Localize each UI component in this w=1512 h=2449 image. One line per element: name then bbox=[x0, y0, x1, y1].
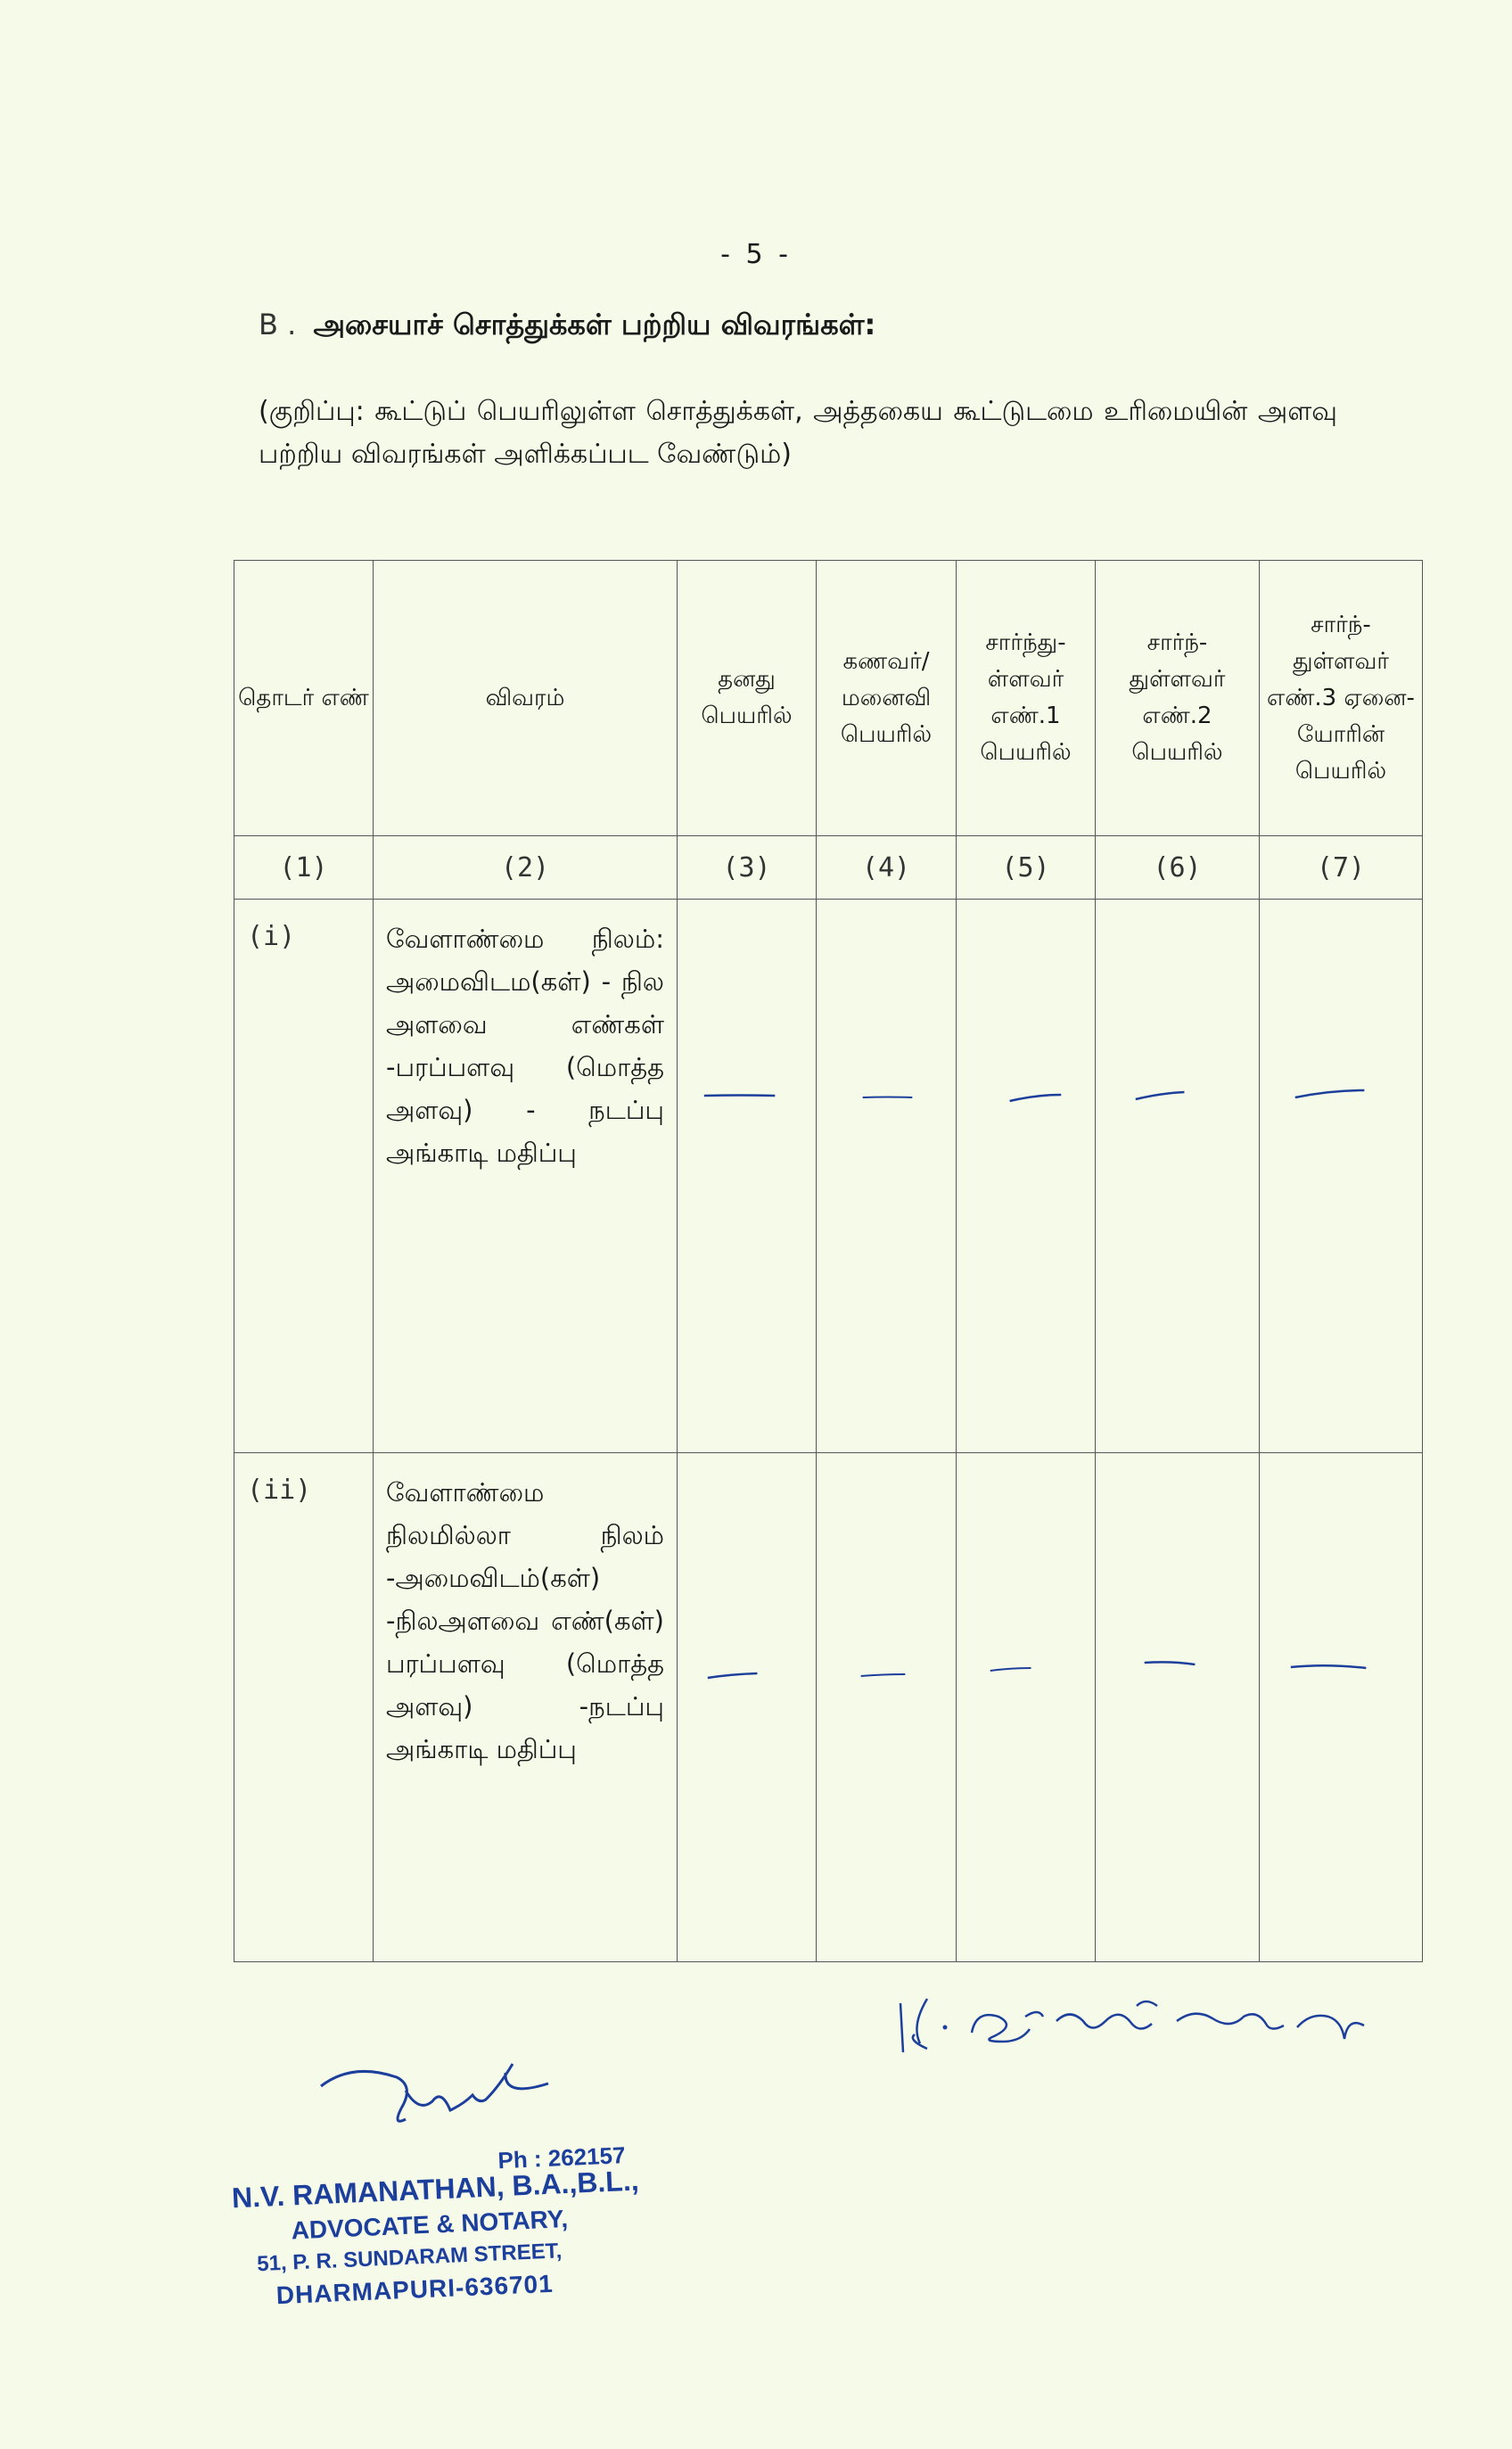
row-number-cell bbox=[234, 1453, 374, 1962]
note-text: (குறிப்பு: கூட்டுப் பெயரிலுள்ள சொத்துக்கள், அத்தகைய கூட்டுடமை உரிமையின் அளவு பற்றிய விவரங்கள் அளிக்கப்பட வேண்டும்) bbox=[259, 396, 1337, 470]
stamp-city: DHARMAPURI-636701 bbox=[275, 2269, 555, 2310]
column-number: (4) bbox=[817, 836, 957, 900]
header-details: விவரம் bbox=[374, 561, 678, 836]
entry-dependent-3 bbox=[1260, 900, 1423, 1453]
row-description: வேளாண்மை நிலம்: அமைவிடம(கள்) - நில அளவை எண்கள் -பரப்பளவு (மொத்த அளவு) - நடப்பு அங்காடி மதிப்பு bbox=[386, 924, 664, 1168]
entry-dependent-1 bbox=[957, 1453, 1096, 1962]
declarant-signature bbox=[892, 1990, 1373, 2061]
header-serial-no: தொடர் எண் bbox=[234, 561, 374, 836]
table-header-row bbox=[234, 561, 1423, 836]
entry-dependent-3 bbox=[1260, 1453, 1423, 1962]
section-letter: B . bbox=[259, 308, 297, 341]
immovable-assets-table bbox=[234, 560, 1423, 1962]
row-number: (ii) bbox=[247, 1475, 312, 1506]
entry-self bbox=[678, 1453, 817, 1962]
column-number: (6) bbox=[1096, 836, 1260, 900]
entry-dependent-1 bbox=[957, 900, 1096, 1453]
header-dependent-2: சார்ந்- துள்ளவர் எண்.2 பெயரில் bbox=[1096, 561, 1260, 836]
column-number: (2) bbox=[374, 836, 678, 900]
table-row-agricultural-land bbox=[234, 900, 1423, 1453]
notary-stamp bbox=[230, 2139, 701, 2329]
page-number: - 5 - bbox=[720, 239, 792, 270]
stamp-address: 51, P. R. SUNDARAM STREET, bbox=[256, 2239, 563, 2277]
stamp-name: N.V. RAMANATHAN, B.A.,B.L., bbox=[231, 2164, 640, 2215]
column-number: (7) bbox=[1260, 836, 1423, 900]
header-dependent-3: சார்ந்- துள்ளவர் எண்.3 ஏனை- யோரின் பெயரில் bbox=[1260, 561, 1423, 836]
notary-signature bbox=[316, 2037, 557, 2135]
column-number-row bbox=[234, 836, 1423, 900]
row-description-cell bbox=[374, 1453, 678, 1962]
table-row-non-agricultural-land bbox=[234, 1453, 1423, 1962]
section-title: அசையாச் சொத்துக்கள் பற்றிய விவரங்கள்: bbox=[313, 308, 876, 341]
entry-spouse bbox=[817, 900, 957, 1453]
row-description-cell bbox=[374, 900, 678, 1453]
section-heading bbox=[259, 308, 875, 345]
entry-dependent-2 bbox=[1096, 1453, 1260, 1962]
header-dependent-1: சார்ந்து- ள்ளவர் எண்.1 பெயரில் bbox=[957, 561, 1096, 836]
stamp-title: ADVOCATE & NOTARY, bbox=[291, 2204, 569, 2245]
row-number: (i) bbox=[247, 921, 296, 952]
column-number: (1) bbox=[234, 836, 374, 900]
entry-dependent-2 bbox=[1096, 900, 1260, 1453]
header-self: தனது பெயரில் bbox=[678, 561, 817, 836]
stamp-phone: Ph : 262157 bbox=[497, 2141, 627, 2174]
row-number-cell bbox=[234, 900, 374, 1453]
column-number: (3) bbox=[678, 836, 817, 900]
row-description: வேளாண்மை நிலமில்லா நிலம் -அமைவிடம்(கள்) -நிலஅளவை எண்(கள்) பரப்பளவு (மொத்த அளவு) -நடப்பு அங்காடி மதிப்பு bbox=[386, 1477, 664, 1764]
entry-spouse bbox=[817, 1453, 957, 1962]
header-spouse: கணவர்/ மனைவி பெயரில் bbox=[817, 561, 957, 836]
entry-self bbox=[678, 900, 817, 1453]
column-number: (5) bbox=[957, 836, 1096, 900]
